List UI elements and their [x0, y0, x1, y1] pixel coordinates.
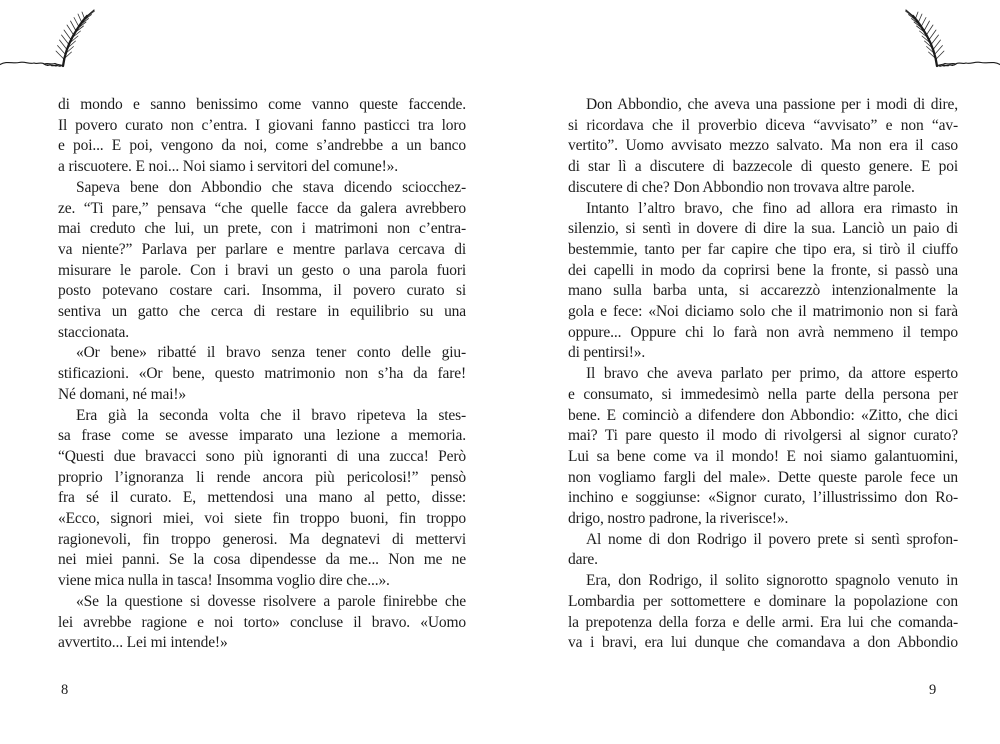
text-line: sentiva un gatto che cerca di restare in equilibrio su una: [58, 303, 466, 321]
quill-feather-icon: [870, 8, 1000, 80]
text-line: silenzio, si sentì in dovere di dire la sua. Lanciò un paio di: [568, 220, 958, 238]
text-line: drigo, nostro padrone, la riverisce!».: [568, 510, 789, 528]
text-line: proprio l’ignoranza li rende ancora più pericolosi!” pensò: [58, 468, 466, 486]
paragraph: [58, 343, 466, 405]
text-line: «Ecco, signori miei, voi siete fin troppo buoni, fin troppo: [58, 510, 466, 528]
text-line: Intanto l’altro bravo, che fino ad allora era rimasto in: [586, 199, 958, 217]
text-line: dare.: [568, 551, 598, 569]
text-line: Era, don Rodrigo, il solito signorotto spagnolo venuto in: [586, 572, 958, 590]
text-line: “Questi due bravacci sono più ignoranti di una zucca! Però: [58, 447, 466, 465]
paragraph: [58, 95, 466, 178]
page-number: 9: [929, 682, 937, 698]
paragraph: [58, 592, 466, 654]
text-line: e consumato, si immedesimò nella parte della persona per: [568, 385, 958, 403]
text-line: mai creduto che lui, un prete, con i matrimoni non c’entra-: [58, 220, 466, 238]
text-line: gola e fece: «Noi diciamo solo che il matrimonio non si farà: [568, 303, 958, 321]
text-line: sa frase come se avesse imparato una lezione a memoria.: [58, 427, 466, 445]
text-line: va i bravi, era lui dunque che comandava a don Abbondio: [568, 634, 958, 652]
text-line: dei capelli in modo da coprirsi bene la fronte, si passò una: [568, 261, 958, 279]
paragraph: [58, 406, 466, 592]
text-line: bene. E cominciò a difendere don Abbondio: «Zitto, che dici: [568, 406, 958, 424]
text-block: [568, 95, 958, 654]
text-line: mano sulla barba unta, si accarezzò intenzionalmente la: [568, 282, 958, 300]
text-line: inchino e soggiunse: «Signor curato, l’illustrissimo don Ro-: [568, 489, 958, 507]
paragraph: [568, 199, 958, 365]
text-line: Il povero curato non c’entra. I giovani fanno pasticci tra loro: [58, 116, 466, 134]
text-line: discutere di che? Don Abbondio non trovava altre parole.: [568, 178, 915, 196]
text-line: di pentirsi!».: [568, 344, 646, 362]
text-line: oppure... Oppure chi lo farà non avrà nemmeno il tempo: [568, 323, 958, 341]
text-line: fra sé il curato. E, mettendosi una mano al petto, disse:: [58, 489, 466, 507]
text-line: di star lì a discutere di bazzecole di questo genere. E poi: [568, 158, 958, 176]
text-line: misurare le parole. Con i bravi un gesto o una parola fuori: [58, 261, 466, 279]
text-line: stificazioni. «Or bene, questo matrimonio non s’ha da fare!: [58, 365, 466, 383]
page-right: [500, 0, 1000, 744]
text-line: Don Abbondio, che aveva una passione per i modi di dire,: [586, 96, 958, 113]
text-line: avvertito... Lei mi intende!»: [58, 634, 228, 652]
text-line: bestemmie, tanto per far capire che tipo era, si tirò il ciuffo: [568, 240, 958, 258]
text-line: vertito”. Uomo avvisato mezzo salvato. Ma non era il caso: [568, 137, 958, 155]
text-line: si ricordava che il proverbio diceva “avvisato” e non “av-: [568, 116, 958, 134]
quill-feather-icon: [0, 8, 130, 80]
text-line: e poi... E poi, vengono da noi, come s’andrebbe a un banco: [58, 137, 466, 155]
page-number: 8: [61, 682, 69, 698]
text-line: va niente?” Parlava per parlare e mentre parlava cercava di: [58, 240, 466, 258]
paragraph: [568, 364, 958, 530]
text-line: ragionevoli, fin troppo generosi. Ma degnatevi di mettervi: [58, 530, 466, 548]
text-line: Sapeva bene don Abbondio che stava dicendo sciocchez-: [76, 178, 466, 196]
text-line: Né domani, né mai!»: [58, 385, 186, 403]
paragraph: [568, 571, 958, 654]
text-line: di mondo e sanno benissimo come vanno queste faccende.: [58, 96, 466, 113]
text-block: [58, 95, 466, 654]
text-line: Era già la seconda volta che il bravo ripeteva la stes-: [76, 406, 466, 424]
text-line: «Se la questione si dovesse risolvere a parole finirebbe che: [76, 592, 466, 610]
text-line: staccionata.: [58, 323, 129, 341]
text-line: ze. “Ti pare,” pensava “che quelle facce da galera avrebbero: [58, 199, 466, 217]
text-line: Lui sa bene come va il mondo! E noi siamo galantuomini,: [568, 447, 958, 465]
text-line: Il bravo che aveva parlato per primo, da attore esperto: [586, 365, 958, 383]
paragraph: [568, 95, 958, 199]
text-line: mai? Ti pare questo il modo di rivolgersi al signor curato?: [568, 427, 958, 445]
text-line: nei miei panni. Se la cosa dipendesse da me... Non me ne: [58, 551, 466, 569]
text-line: posto potevano costare cari. Insomma, il povero curato si: [58, 282, 466, 300]
text-line: «Or bene» ribatté il bravo senza tener conto delle giu-: [76, 344, 466, 362]
text-line: Lombardia per sottomettere e dominare la popolazione con: [568, 592, 958, 610]
text-line: la prepotenza della forza e delle armi. Era lui che comanda-: [568, 613, 958, 631]
text-line: non vogliamo fargli del male». Dette queste parole fece un: [568, 468, 958, 486]
paragraph: [568, 530, 958, 571]
text-line: Al nome di don Rodrigo il povero prete si sentì sprofon-: [586, 530, 958, 548]
text-line: a riscuotere. E noi... Noi siamo i servitori del comune!».: [58, 158, 398, 176]
paragraph: [58, 178, 466, 344]
text-line: viene mica nulla in tasca! Insomma voglio dire che...».: [58, 572, 390, 590]
text-line: lei avrebbe ragione e noi torto» concluse il bravo. «Uomo: [58, 613, 466, 631]
